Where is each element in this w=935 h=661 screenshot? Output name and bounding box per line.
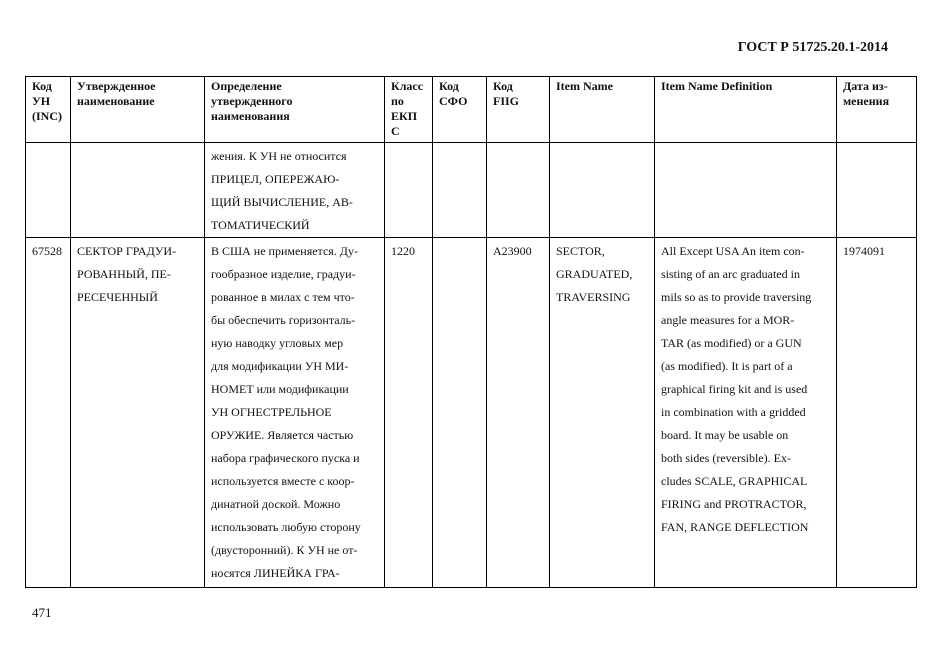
header-text-line: Класс <box>391 79 424 93</box>
header-text-line: по <box>391 94 404 108</box>
cell-text-line: sisting of an arc graduated in <box>661 267 800 281</box>
inc-cell <box>26 143 71 238</box>
header-text-line: С <box>391 124 400 138</box>
inc-cell <box>26 238 71 588</box>
document-code: ГОСТ Р 51725.20.1-2014 <box>737 40 888 55</box>
header-text-line: Утвержденное <box>77 79 156 93</box>
header-text-line: FIIG <box>493 94 520 108</box>
header-text-line: наименования <box>211 109 290 123</box>
cell-text-line: A23900 <box>493 244 532 258</box>
header-item-name <box>550 77 655 143</box>
header-text-line: Дата из- <box>843 79 888 93</box>
cell-text-line: НОМЕТ или модификации <box>211 382 349 396</box>
header-text-line: утвержденного <box>211 94 293 108</box>
header-text-line: Определение <box>211 79 282 93</box>
change-date-cell <box>837 143 917 238</box>
cell-text-line: cludes SCALE, GRAPHICAL <box>661 474 808 488</box>
table-header-row <box>26 77 917 143</box>
cell-text-line: 1220 <box>391 244 415 258</box>
header-definition <box>205 77 385 143</box>
header-text-line: Код <box>32 79 52 93</box>
definition-cell <box>205 238 385 588</box>
cell-text-line: ТОМАТИЧЕСКИЙ <box>211 218 310 232</box>
header-inc <box>26 77 71 143</box>
cell-text-line: СЕКТОР ГРАДУИ- <box>77 244 177 258</box>
cell-text-line: FAN, RANGE DEFLECTION <box>661 520 809 534</box>
cell-text-line: ОРУЖИЕ. Является частью <box>211 428 354 442</box>
cell-text-line: TAR (as modified) or a GUN <box>661 336 802 350</box>
header-sfo <box>433 77 487 143</box>
approved-name-cell <box>71 143 205 238</box>
cell-text-line: набора графического пуска и <box>211 451 360 465</box>
cell-text-line: рованное в милах с тем что- <box>211 290 355 304</box>
header-fiig <box>487 77 550 143</box>
cell-text-line: ПРИЦЕЛ, ОПЕРЕЖАЮ- <box>211 172 340 186</box>
cell-text-line: (двусторонний). К УН не от- <box>211 543 358 557</box>
cell-text-line: 1974091 <box>843 244 885 258</box>
item-name-cell <box>550 143 655 238</box>
sfo-cell <box>433 238 487 588</box>
header-text-line: наименование <box>77 94 155 108</box>
class-cell <box>385 238 433 588</box>
cell-text-line: бы обеспечить горизонталь- <box>211 313 356 327</box>
cell-text-line: В США не применяется. Ду- <box>211 244 358 258</box>
cell-text-line: УН ОГНЕСТРЕЛЬНОЕ <box>211 405 332 419</box>
header-change-date <box>837 77 917 143</box>
table-row <box>26 238 917 588</box>
header-text-line: (INC) <box>32 109 62 123</box>
cell-text-line: both sides (reversible). Ex- <box>661 451 791 465</box>
cell-text-line: in combination with a gridded <box>661 405 806 419</box>
cell-text-line: РЕСЕЧЕННЫЙ <box>77 290 158 304</box>
page-number: 471 <box>32 605 52 620</box>
cell-text-line: mils so as to provide traversing <box>661 290 812 304</box>
change-date-cell <box>837 238 917 588</box>
cell-text-line: используется вместе с коор- <box>211 474 355 488</box>
item-name-definition-cell <box>655 143 837 238</box>
cell-text-line: жения. К УН не относится <box>211 149 347 163</box>
cell-text-line: angle measures for a MOR- <box>661 313 795 327</box>
header-class <box>385 77 433 143</box>
header-text-line: Item Name Definition <box>661 79 773 93</box>
cell-text-line: 67528 <box>32 244 62 258</box>
cell-text-line: graphical firing kit and is used <box>661 382 808 396</box>
cell-text-line: для модификации УН МИ- <box>211 359 349 373</box>
cell-text-line: FIRING and PROTRACTOR, <box>661 497 807 511</box>
cell-text-line: SECTOR, <box>556 244 605 258</box>
sfo-cell <box>433 143 487 238</box>
cell-text-line: All Except USA An item con- <box>661 244 805 258</box>
approved-name-cell <box>71 238 205 588</box>
header-text-line: Item Name <box>556 79 613 93</box>
cell-text-line: GRADUATED, <box>556 267 633 281</box>
cell-text-line: ЩИЙ ВЫЧИСЛЕНИЕ, АВ- <box>211 195 353 209</box>
header-text-line: ЕКП <box>391 109 418 123</box>
cell-text-line: гообразное изделие, градуи- <box>211 267 356 281</box>
definition-cell <box>205 143 385 238</box>
table-row <box>26 143 917 238</box>
cell-text-line: использовать любую сторону <box>211 520 361 534</box>
header-text-line: Код <box>439 79 459 93</box>
cell-text-line: TRAVERSING <box>556 290 631 304</box>
header-item-name-definition <box>655 77 837 143</box>
header-text-line: Код <box>493 79 513 93</box>
cell-text-line: board. It may be usable on <box>661 428 789 442</box>
catalog-table <box>25 76 917 588</box>
header-text-line: менения <box>843 94 890 108</box>
class-cell <box>385 143 433 238</box>
fiig-cell <box>487 143 550 238</box>
fiig-cell <box>487 238 550 588</box>
cell-text-line: носятся ЛИНЕЙКА ГРА- <box>211 566 340 580</box>
item-name-cell <box>550 238 655 588</box>
cell-text-line: (as modified). It is part of a <box>661 359 793 373</box>
cell-text-line: динатной доской. Можно <box>211 497 341 511</box>
item-name-definition-cell <box>655 238 837 588</box>
cell-text-line: ную наводку угловых мер <box>211 336 344 350</box>
cell-text-line: РОВАННЫЙ, ПЕ- <box>77 267 171 281</box>
header-text-line: УН <box>32 94 51 108</box>
header-text-line: СФО <box>439 94 468 108</box>
header-approved-name <box>71 77 205 143</box>
